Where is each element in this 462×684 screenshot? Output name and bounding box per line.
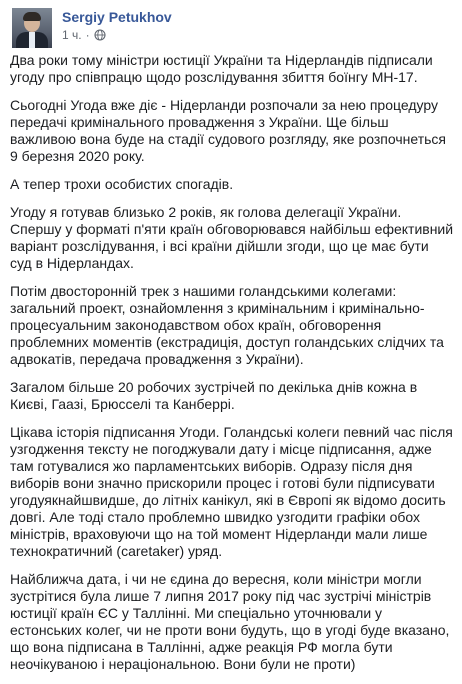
post-paragraph: Сьогодні Угода вже діє - Нідерланди розпочали за нею процедуру передачі кримінального провадження з України. Ще більш важливою вона буде на стадії судового розгляду, яке розпочнеться 9 березня 2020 року.: [10, 97, 446, 164]
post-paragraph: Потім двосторонній трек з нашими голандськими колегами: загальний проект, ознайомлення з кримінальним і кримінально-процесуальним законодавством обох країн, обговорення проблемних моментів (екстрадиція, доступ голандських слідчих та адвокатів, передача провадження з України).: [10, 283, 444, 367]
post-paragraph: Угоду я готував близько 2 років, як голова делегації України. Спершу у форматі п'яти країн обговорювався найбільш ефективний варіант розслідування, і всі країни дійшли згоди, що це має бути суд в Нідерландах.: [10, 204, 454, 271]
post-paragraph: А тепер трохи особистих спогадів.: [10, 176, 234, 192]
meta-separator: ·: [85, 28, 90, 42]
author-name[interactable]: Sergiy Petukhov: [62, 9, 172, 25]
avatar[interactable]: [12, 8, 52, 48]
post-header: [12, 8, 452, 48]
post-paragraph: Цікава історія підписання Угоди. Голандські колеги певний час після узгодження тексту не погоджували дату і місце підписання, адже там готувалися жо парламентських виборів. Одразу після дня виборів вони значно прискорили процес і готові були підписувати угодуякнайшвидше, до літніх канікул, які в Європі як відомо досить довгі. Але тоді стало проблемно швидко узгодити графіки обох міністрів, враховуючи що на той момент Нідерланди мали лише технократичний (caretaker) уряд.: [10, 424, 453, 559]
globe-icon[interactable]: [94, 29, 106, 41]
post-meta: [62, 28, 106, 42]
post-body: [10, 52, 454, 684]
post-paragraph: Загалом більше 20 робочих зустрічей по декілька днів кожна в Києві, Гаазі, Брюсселі та Канберрі.: [10, 379, 418, 412]
post-paragraph: Найближча дата, і чи не єдина до вересня, коли міністри могли зустрітися була лише 7 липня 2017 року під час зустрічі міністрів юстиції країн ЄС у Таллінні. Ми спеціально уточнювали у естонських колег, чи не проти вони будуть, що в угоді буде вказано, що вона підписана в Таллінні, адже реакція РФ могла бути неочікуваною і нераціональною. Вони були не проти): [10, 571, 450, 672]
post-paragraph: Два роки тому міністри юстиції України та Нідерландів підписали угоду про співпрацю щодо розслідування збиття боїнгу МН-17.: [10, 52, 433, 85]
post-time[interactable]: 1 ч.: [62, 28, 82, 42]
